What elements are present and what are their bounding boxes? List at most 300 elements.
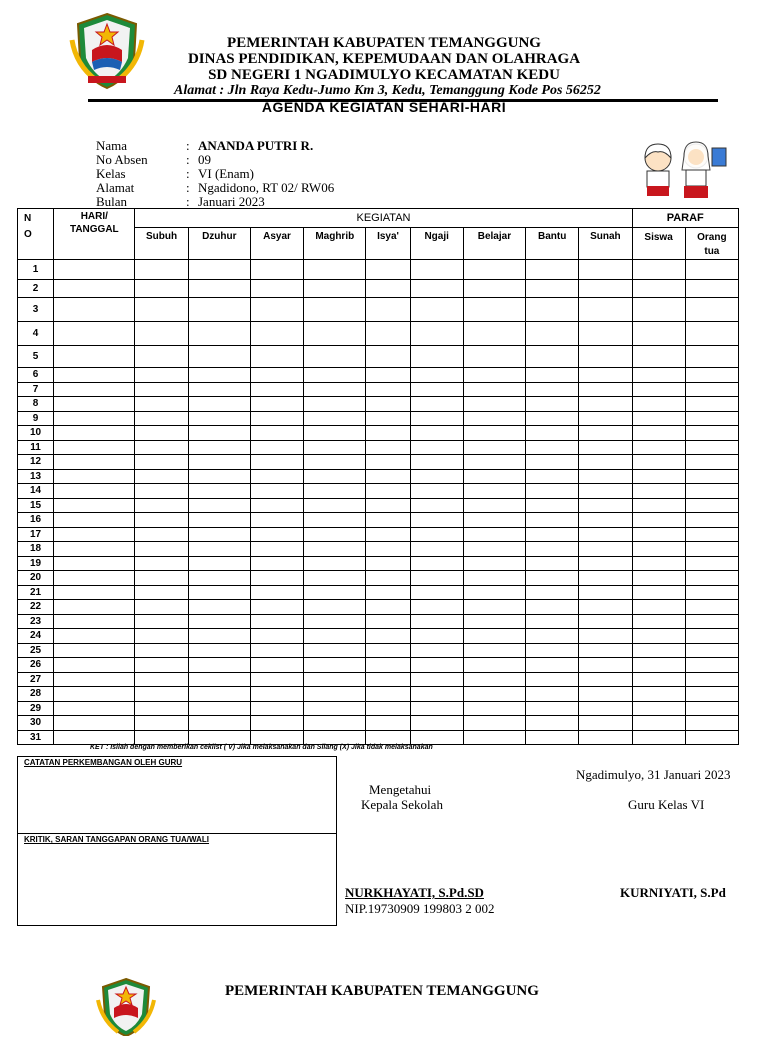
check-cell[interactable] <box>463 469 525 484</box>
check-cell[interactable] <box>366 658 410 673</box>
check-cell[interactable] <box>632 701 685 716</box>
check-cell[interactable] <box>632 643 685 658</box>
check-cell[interactable] <box>135 260 188 280</box>
check-cell[interactable] <box>250 411 303 426</box>
check-cell[interactable] <box>632 397 685 412</box>
check-cell[interactable] <box>463 298 525 322</box>
check-cell[interactable] <box>366 322 410 346</box>
check-cell[interactable] <box>188 426 250 441</box>
check-cell[interactable] <box>304 527 366 542</box>
check-cell[interactable] <box>250 498 303 513</box>
check-cell[interactable] <box>410 513 463 528</box>
check-cell[interactable] <box>685 629 738 644</box>
check-cell[interactable] <box>250 643 303 658</box>
check-cell[interactable] <box>188 411 250 426</box>
check-cell[interactable] <box>366 585 410 600</box>
check-cell[interactable] <box>579 672 632 687</box>
check-cell[interactable] <box>579 716 632 731</box>
check-cell[interactable] <box>685 455 738 470</box>
check-cell[interactable] <box>304 346 366 368</box>
check-cell[interactable] <box>135 455 188 470</box>
check-cell[interactable] <box>410 411 463 426</box>
date-cell[interactable] <box>54 701 135 716</box>
check-cell[interactable] <box>685 280 738 298</box>
check-cell[interactable] <box>188 614 250 629</box>
check-cell[interactable] <box>579 455 632 470</box>
date-cell[interactable] <box>54 368 135 383</box>
check-cell[interactable] <box>526 426 579 441</box>
check-cell[interactable] <box>685 469 738 484</box>
check-cell[interactable] <box>579 643 632 658</box>
date-cell[interactable] <box>54 440 135 455</box>
check-cell[interactable] <box>366 614 410 629</box>
date-cell[interactable] <box>54 672 135 687</box>
check-cell[interactable] <box>250 346 303 368</box>
check-cell[interactable] <box>463 260 525 280</box>
check-cell[interactable] <box>685 346 738 368</box>
check-cell[interactable] <box>366 701 410 716</box>
check-cell[interactable] <box>463 672 525 687</box>
check-cell[interactable] <box>579 484 632 499</box>
check-cell[interactable] <box>250 280 303 298</box>
check-cell[interactable] <box>463 527 525 542</box>
check-cell[interactable] <box>135 280 188 298</box>
check-cell[interactable] <box>463 687 525 702</box>
check-cell[interactable] <box>135 542 188 557</box>
check-cell[interactable] <box>366 260 410 280</box>
check-cell[interactable] <box>685 527 738 542</box>
check-cell[interactable] <box>579 513 632 528</box>
check-cell[interactable] <box>188 658 250 673</box>
check-cell[interactable] <box>304 701 366 716</box>
check-cell[interactable] <box>410 397 463 412</box>
check-cell[interactable] <box>188 542 250 557</box>
date-cell[interactable] <box>54 571 135 586</box>
check-cell[interactable] <box>135 556 188 571</box>
check-cell[interactable] <box>135 440 188 455</box>
date-cell[interactable] <box>54 513 135 528</box>
check-cell[interactable] <box>188 469 250 484</box>
check-cell[interactable] <box>410 716 463 731</box>
check-cell[interactable] <box>579 346 632 368</box>
check-cell[interactable] <box>410 585 463 600</box>
check-cell[interactable] <box>250 426 303 441</box>
check-cell[interactable] <box>188 382 250 397</box>
check-cell[interactable] <box>632 455 685 470</box>
check-cell[interactable] <box>135 658 188 673</box>
check-cell[interactable] <box>685 614 738 629</box>
check-cell[interactable] <box>632 600 685 615</box>
check-cell[interactable] <box>366 643 410 658</box>
check-cell[interactable] <box>410 701 463 716</box>
check-cell[interactable] <box>304 643 366 658</box>
date-cell[interactable] <box>54 298 135 322</box>
date-cell[interactable] <box>54 397 135 412</box>
check-cell[interactable] <box>366 542 410 557</box>
check-cell[interactable] <box>463 346 525 368</box>
check-cell[interactable] <box>632 614 685 629</box>
check-cell[interactable] <box>250 658 303 673</box>
check-cell[interactable] <box>410 629 463 644</box>
check-cell[interactable] <box>685 426 738 441</box>
check-cell[interactable] <box>188 672 250 687</box>
check-cell[interactable] <box>685 411 738 426</box>
check-cell[interactable] <box>135 411 188 426</box>
check-cell[interactable] <box>579 556 632 571</box>
check-cell[interactable] <box>135 397 188 412</box>
check-cell[interactable] <box>250 513 303 528</box>
check-cell[interactable] <box>250 484 303 499</box>
check-cell[interactable] <box>410 672 463 687</box>
check-cell[interactable] <box>366 280 410 298</box>
check-cell[interactable] <box>250 730 303 745</box>
check-cell[interactable] <box>304 455 366 470</box>
check-cell[interactable] <box>463 629 525 644</box>
check-cell[interactable] <box>579 542 632 557</box>
check-cell[interactable] <box>463 484 525 499</box>
check-cell[interactable] <box>366 600 410 615</box>
check-cell[interactable] <box>188 455 250 470</box>
check-cell[interactable] <box>526 658 579 673</box>
check-cell[interactable] <box>685 687 738 702</box>
check-cell[interactable] <box>304 260 366 280</box>
check-cell[interactable] <box>304 298 366 322</box>
check-cell[interactable] <box>366 298 410 322</box>
check-cell[interactable] <box>410 556 463 571</box>
date-cell[interactable] <box>54 382 135 397</box>
check-cell[interactable] <box>188 643 250 658</box>
check-cell[interactable] <box>685 513 738 528</box>
check-cell[interactable] <box>135 346 188 368</box>
check-cell[interactable] <box>463 426 525 441</box>
check-cell[interactable] <box>632 571 685 586</box>
check-cell[interactable] <box>410 346 463 368</box>
check-cell[interactable] <box>526 411 579 426</box>
check-cell[interactable] <box>410 260 463 280</box>
date-cell[interactable] <box>54 730 135 745</box>
check-cell[interactable] <box>685 298 738 322</box>
check-cell[interactable] <box>685 322 738 346</box>
check-cell[interactable] <box>250 469 303 484</box>
check-cell[interactable] <box>366 527 410 542</box>
check-cell[interactable] <box>685 484 738 499</box>
check-cell[interactable] <box>579 469 632 484</box>
check-cell[interactable] <box>410 298 463 322</box>
check-cell[interactable] <box>250 397 303 412</box>
check-cell[interactable] <box>685 585 738 600</box>
check-cell[interactable] <box>463 643 525 658</box>
check-cell[interactable] <box>579 701 632 716</box>
check-cell[interactable] <box>526 260 579 280</box>
check-cell[interactable] <box>304 440 366 455</box>
check-cell[interactable] <box>250 672 303 687</box>
check-cell[interactable] <box>304 658 366 673</box>
check-cell[interactable] <box>366 411 410 426</box>
check-cell[interactable] <box>410 600 463 615</box>
date-cell[interactable] <box>54 585 135 600</box>
check-cell[interactable] <box>366 716 410 731</box>
check-cell[interactable] <box>135 322 188 346</box>
check-cell[interactable] <box>526 322 579 346</box>
check-cell[interactable] <box>526 498 579 513</box>
check-cell[interactable] <box>463 730 525 745</box>
check-cell[interactable] <box>250 527 303 542</box>
check-cell[interactable] <box>410 730 463 745</box>
check-cell[interactable] <box>410 322 463 346</box>
check-cell[interactable] <box>135 298 188 322</box>
check-cell[interactable] <box>463 571 525 586</box>
check-cell[interactable] <box>463 382 525 397</box>
check-cell[interactable] <box>366 469 410 484</box>
check-cell[interactable] <box>632 368 685 383</box>
check-cell[interactable] <box>526 382 579 397</box>
check-cell[interactable] <box>366 368 410 383</box>
check-cell[interactable] <box>135 513 188 528</box>
date-cell[interactable] <box>54 260 135 280</box>
check-cell[interactable] <box>250 716 303 731</box>
check-cell[interactable] <box>579 382 632 397</box>
check-cell[interactable] <box>463 614 525 629</box>
check-cell[interactable] <box>250 687 303 702</box>
check-cell[interactable] <box>304 498 366 513</box>
check-cell[interactable] <box>526 455 579 470</box>
check-cell[interactable] <box>410 469 463 484</box>
check-cell[interactable] <box>410 498 463 513</box>
check-cell[interactable] <box>632 469 685 484</box>
check-cell[interactable] <box>685 658 738 673</box>
check-cell[interactable] <box>526 556 579 571</box>
check-cell[interactable] <box>188 571 250 586</box>
check-cell[interactable] <box>304 542 366 557</box>
check-cell[interactable] <box>579 658 632 673</box>
check-cell[interactable] <box>135 672 188 687</box>
check-cell[interactable] <box>526 298 579 322</box>
check-cell[interactable] <box>526 701 579 716</box>
check-cell[interactable] <box>526 629 579 644</box>
check-cell[interactable] <box>410 426 463 441</box>
check-cell[interactable] <box>135 730 188 745</box>
check-cell[interactable] <box>304 397 366 412</box>
check-cell[interactable] <box>685 397 738 412</box>
check-cell[interactable] <box>366 455 410 470</box>
check-cell[interactable] <box>304 585 366 600</box>
check-cell[interactable] <box>304 614 366 629</box>
check-cell[interactable] <box>632 322 685 346</box>
check-cell[interactable] <box>632 498 685 513</box>
check-cell[interactable] <box>463 455 525 470</box>
check-cell[interactable] <box>135 498 188 513</box>
check-cell[interactable] <box>579 298 632 322</box>
check-cell[interactable] <box>250 556 303 571</box>
date-cell[interactable] <box>54 455 135 470</box>
check-cell[interactable] <box>135 716 188 731</box>
check-cell[interactable] <box>579 322 632 346</box>
check-cell[interactable] <box>632 556 685 571</box>
date-cell[interactable] <box>54 687 135 702</box>
check-cell[interactable] <box>526 513 579 528</box>
check-cell[interactable] <box>579 411 632 426</box>
check-cell[interactable] <box>579 614 632 629</box>
check-cell[interactable] <box>579 498 632 513</box>
check-cell[interactable] <box>366 629 410 644</box>
check-cell[interactable] <box>135 585 188 600</box>
check-cell[interactable] <box>366 513 410 528</box>
check-cell[interactable] <box>366 687 410 702</box>
check-cell[interactable] <box>188 498 250 513</box>
check-cell[interactable] <box>526 571 579 586</box>
check-cell[interactable] <box>304 556 366 571</box>
check-cell[interactable] <box>304 513 366 528</box>
check-cell[interactable] <box>188 368 250 383</box>
check-cell[interactable] <box>526 730 579 745</box>
check-cell[interactable] <box>188 397 250 412</box>
check-cell[interactable] <box>526 672 579 687</box>
check-cell[interactable] <box>188 701 250 716</box>
check-cell[interactable] <box>463 498 525 513</box>
check-cell[interactable] <box>188 716 250 731</box>
check-cell[interactable] <box>304 322 366 346</box>
date-cell[interactable] <box>54 542 135 557</box>
check-cell[interactable] <box>410 687 463 702</box>
check-cell[interactable] <box>366 498 410 513</box>
check-cell[interactable] <box>304 411 366 426</box>
date-cell[interactable] <box>54 280 135 298</box>
check-cell[interactable] <box>632 542 685 557</box>
check-cell[interactable] <box>463 397 525 412</box>
check-cell[interactable] <box>579 600 632 615</box>
check-cell[interactable] <box>526 687 579 702</box>
check-cell[interactable] <box>632 527 685 542</box>
check-cell[interactable] <box>188 440 250 455</box>
check-cell[interactable] <box>632 730 685 745</box>
check-cell[interactable] <box>188 629 250 644</box>
check-cell[interactable] <box>188 585 250 600</box>
check-cell[interactable] <box>250 368 303 383</box>
check-cell[interactable] <box>304 672 366 687</box>
date-cell[interactable] <box>54 411 135 426</box>
check-cell[interactable] <box>304 368 366 383</box>
check-cell[interactable] <box>304 687 366 702</box>
check-cell[interactable] <box>579 280 632 298</box>
check-cell[interactable] <box>579 368 632 383</box>
check-cell[interactable] <box>135 571 188 586</box>
check-cell[interactable] <box>304 730 366 745</box>
check-cell[interactable] <box>366 730 410 745</box>
check-cell[interactable] <box>632 382 685 397</box>
check-cell[interactable] <box>410 571 463 586</box>
check-cell[interactable] <box>135 643 188 658</box>
check-cell[interactable] <box>632 672 685 687</box>
check-cell[interactable] <box>366 672 410 687</box>
check-cell[interactable] <box>250 260 303 280</box>
check-cell[interactable] <box>304 571 366 586</box>
check-cell[interactable] <box>410 614 463 629</box>
check-cell[interactable] <box>463 701 525 716</box>
check-cell[interactable] <box>685 382 738 397</box>
date-cell[interactable] <box>54 556 135 571</box>
check-cell[interactable] <box>685 260 738 280</box>
check-cell[interactable] <box>188 687 250 702</box>
check-cell[interactable] <box>632 260 685 280</box>
check-cell[interactable] <box>579 440 632 455</box>
date-cell[interactable] <box>54 658 135 673</box>
check-cell[interactable] <box>304 382 366 397</box>
date-cell[interactable] <box>54 614 135 629</box>
check-cell[interactable] <box>579 585 632 600</box>
check-cell[interactable] <box>366 484 410 499</box>
check-cell[interactable] <box>526 614 579 629</box>
check-cell[interactable] <box>410 484 463 499</box>
check-cell[interactable] <box>188 556 250 571</box>
check-cell[interactable] <box>250 322 303 346</box>
date-cell[interactable] <box>54 469 135 484</box>
date-cell[interactable] <box>54 484 135 499</box>
check-cell[interactable] <box>366 556 410 571</box>
check-cell[interactable] <box>685 643 738 658</box>
check-cell[interactable] <box>250 614 303 629</box>
check-cell[interactable] <box>463 368 525 383</box>
check-cell[interactable] <box>526 440 579 455</box>
check-cell[interactable] <box>685 716 738 731</box>
check-cell[interactable] <box>250 542 303 557</box>
check-cell[interactable] <box>304 426 366 441</box>
check-cell[interactable] <box>579 527 632 542</box>
check-cell[interactable] <box>188 527 250 542</box>
check-cell[interactable] <box>685 672 738 687</box>
date-cell[interactable] <box>54 716 135 731</box>
check-cell[interactable] <box>304 600 366 615</box>
check-cell[interactable] <box>463 658 525 673</box>
check-cell[interactable] <box>463 542 525 557</box>
check-cell[interactable] <box>526 600 579 615</box>
check-cell[interactable] <box>250 571 303 586</box>
check-cell[interactable] <box>410 542 463 557</box>
check-cell[interactable] <box>188 484 250 499</box>
check-cell[interactable] <box>526 280 579 298</box>
check-cell[interactable] <box>632 440 685 455</box>
check-cell[interactable] <box>250 585 303 600</box>
check-cell[interactable] <box>135 687 188 702</box>
check-cell[interactable] <box>463 556 525 571</box>
check-cell[interactable] <box>632 411 685 426</box>
check-cell[interactable] <box>463 513 525 528</box>
check-cell[interactable] <box>250 701 303 716</box>
check-cell[interactable] <box>135 527 188 542</box>
check-cell[interactable] <box>188 346 250 368</box>
check-cell[interactable] <box>579 629 632 644</box>
check-cell[interactable] <box>526 643 579 658</box>
date-cell[interactable] <box>54 600 135 615</box>
check-cell[interactable] <box>685 368 738 383</box>
check-cell[interactable] <box>579 687 632 702</box>
check-cell[interactable] <box>526 527 579 542</box>
check-cell[interactable] <box>463 585 525 600</box>
check-cell[interactable] <box>366 426 410 441</box>
check-cell[interactable] <box>685 730 738 745</box>
check-cell[interactable] <box>410 440 463 455</box>
check-cell[interactable] <box>188 600 250 615</box>
check-cell[interactable] <box>526 346 579 368</box>
check-cell[interactable] <box>526 397 579 412</box>
check-cell[interactable] <box>632 629 685 644</box>
check-cell[interactable] <box>632 513 685 528</box>
check-cell[interactable] <box>410 527 463 542</box>
check-cell[interactable] <box>526 585 579 600</box>
check-cell[interactable] <box>632 298 685 322</box>
check-cell[interactable] <box>135 600 188 615</box>
check-cell[interactable] <box>135 368 188 383</box>
check-cell[interactable] <box>463 280 525 298</box>
